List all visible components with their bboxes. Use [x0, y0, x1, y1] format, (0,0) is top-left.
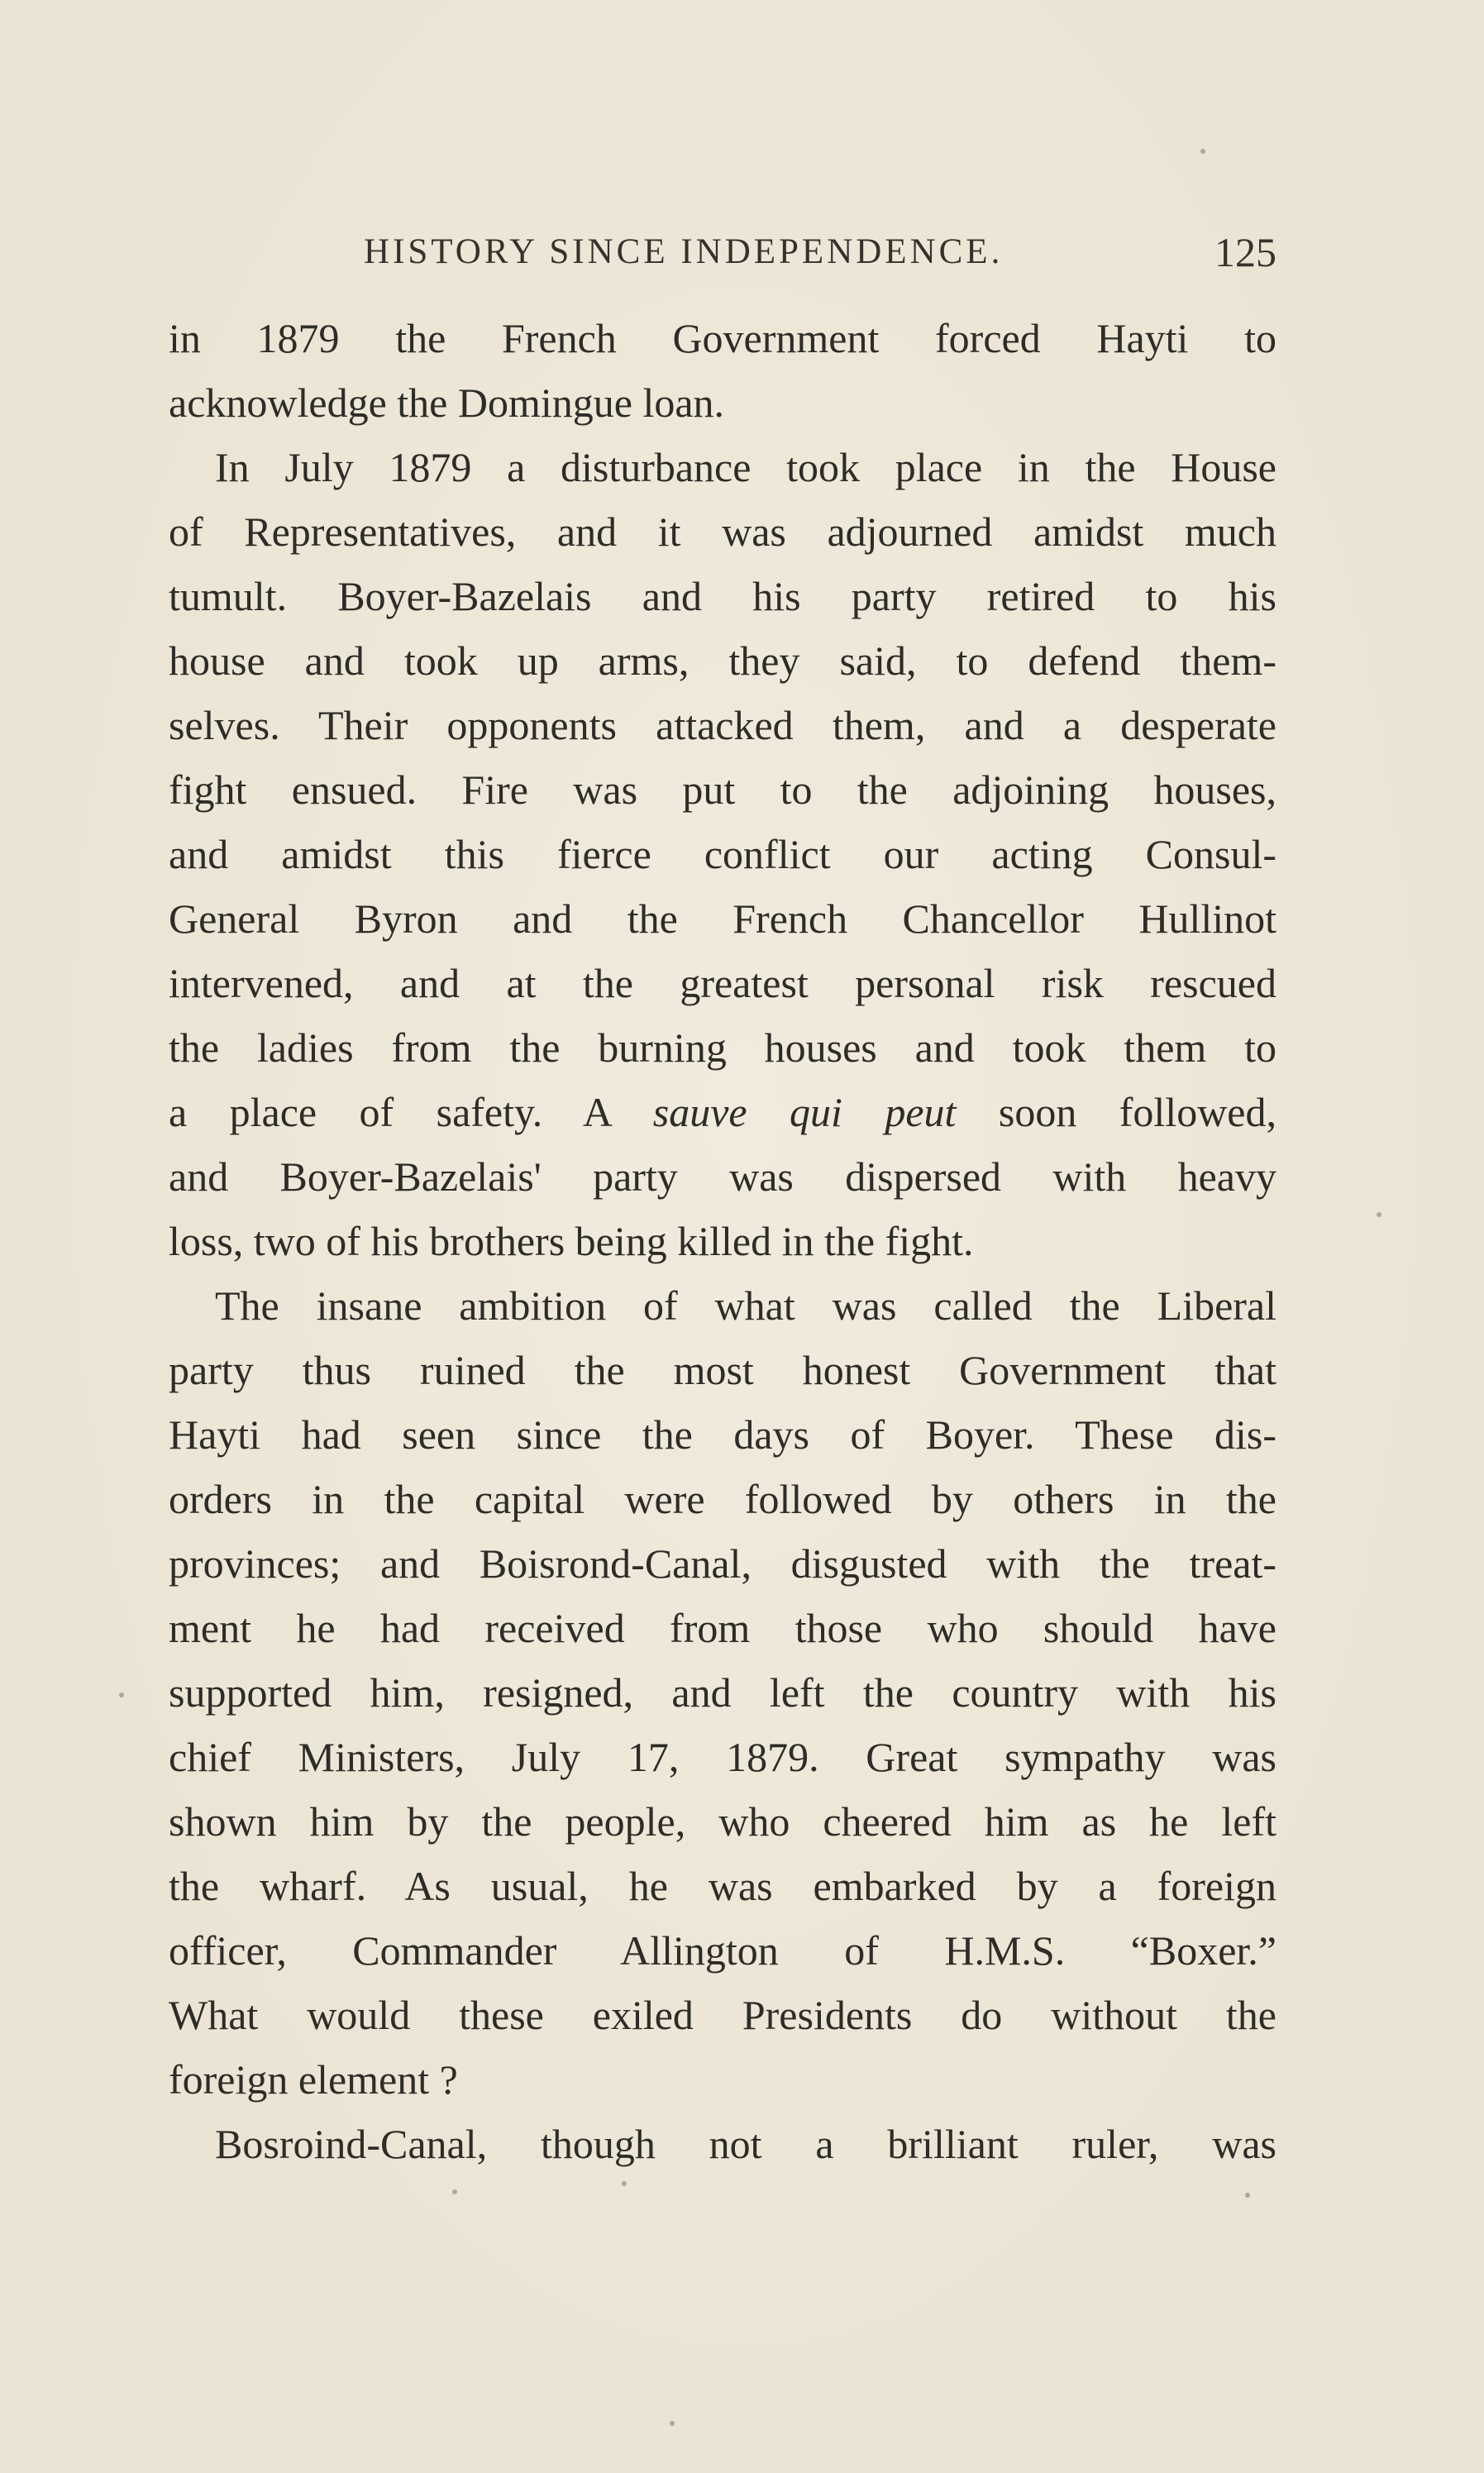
text-line: supported him, resigned, and left the country with his — [169, 1669, 1276, 1716]
paper-speck — [1245, 2193, 1250, 2198]
text-line: orders in the capital were followed by others in the — [169, 1476, 1276, 1522]
text-line: the wharf. As usual, he was embarked by a foreign — [169, 1863, 1276, 1909]
text-line: tumult. Boyer-Bazelais and his party retired to his — [169, 573, 1276, 619]
text-line: and amidst this fierce conflict our acting Consul- — [169, 831, 1276, 877]
text-line: of Representatives, and it was adjourned amidst much — [169, 508, 1276, 555]
text-line: party thus ruined the most honest Government that — [169, 1347, 1276, 1393]
text-line — [169, 1080, 1276, 1144]
text-line: provinces; and Boisrond-Canal, disgusted with the treat- — [169, 1540, 1276, 1587]
text-line: What would these exiled Presidents do without the — [169, 1992, 1276, 2038]
paper-speck — [119, 1692, 124, 1697]
text-line: fight ensued. Fire was put to the adjoining houses, — [169, 766, 1276, 813]
text-line: shown him by the people, who cheered him as he left — [169, 1798, 1276, 1845]
text-line: In July 1879 a disturbance took place in the House — [215, 444, 1276, 490]
text-line: foreign element ? — [169, 2056, 458, 2103]
text-line: Bosroind-Canal, though not a brilliant ruler, was — [215, 2121, 1276, 2167]
paper-speck — [1377, 1212, 1381, 1217]
text-line: The insane ambition of what was called the Liberal — [215, 1282, 1276, 1329]
text-line: acknowledge the Domingue loan. — [169, 380, 725, 426]
text-line: loss, two of his brothers being killed in the fight. — [169, 1218, 974, 1264]
text-segment: soon followed, — [956, 1089, 1277, 1135]
text-line: ment he had received from those who should have — [169, 1605, 1276, 1651]
text-line: General Byron and the French Chancellor Hullinot — [169, 895, 1276, 942]
text-line: officer, Commander Allington of H.M.S. “Boxer.” — [169, 1927, 1276, 1974]
text-segment: a place of safety. A — [169, 1089, 653, 1135]
running-title: HISTORY SINCE INDEPENDENCE. — [364, 232, 1004, 271]
page-number: 125 — [1214, 229, 1276, 275]
text-line: Hayti had seen since the days of Boyer. These dis- — [169, 1411, 1276, 1458]
text-line: in 1879 the French Government forced Hayti to — [169, 315, 1276, 361]
text-line: intervened, and at the greatest personal risk rescued — [169, 960, 1276, 1006]
text-line: house and took up arms, they said, to defend them- — [169, 637, 1276, 684]
italic-phrase: sauve qui peut — [652, 1089, 957, 1135]
text-line: and Boyer-Bazelais' party was dispersed with heavy — [169, 1153, 1276, 1200]
paper-speck — [670, 2421, 675, 2426]
body-text — [169, 306, 1276, 2176]
paper-speck — [452, 2189, 457, 2194]
running-head — [169, 223, 1276, 281]
text-line: selves. Their opponents attacked them, and a desperate — [169, 702, 1276, 748]
text-line: the ladies from the burning houses and took them to — [169, 1024, 1276, 1071]
text-line: chief Ministers, July 17, 1879. Great sympathy was — [169, 1734, 1276, 1780]
paper-speck — [622, 2181, 627, 2186]
paper-speck — [1200, 149, 1205, 154]
